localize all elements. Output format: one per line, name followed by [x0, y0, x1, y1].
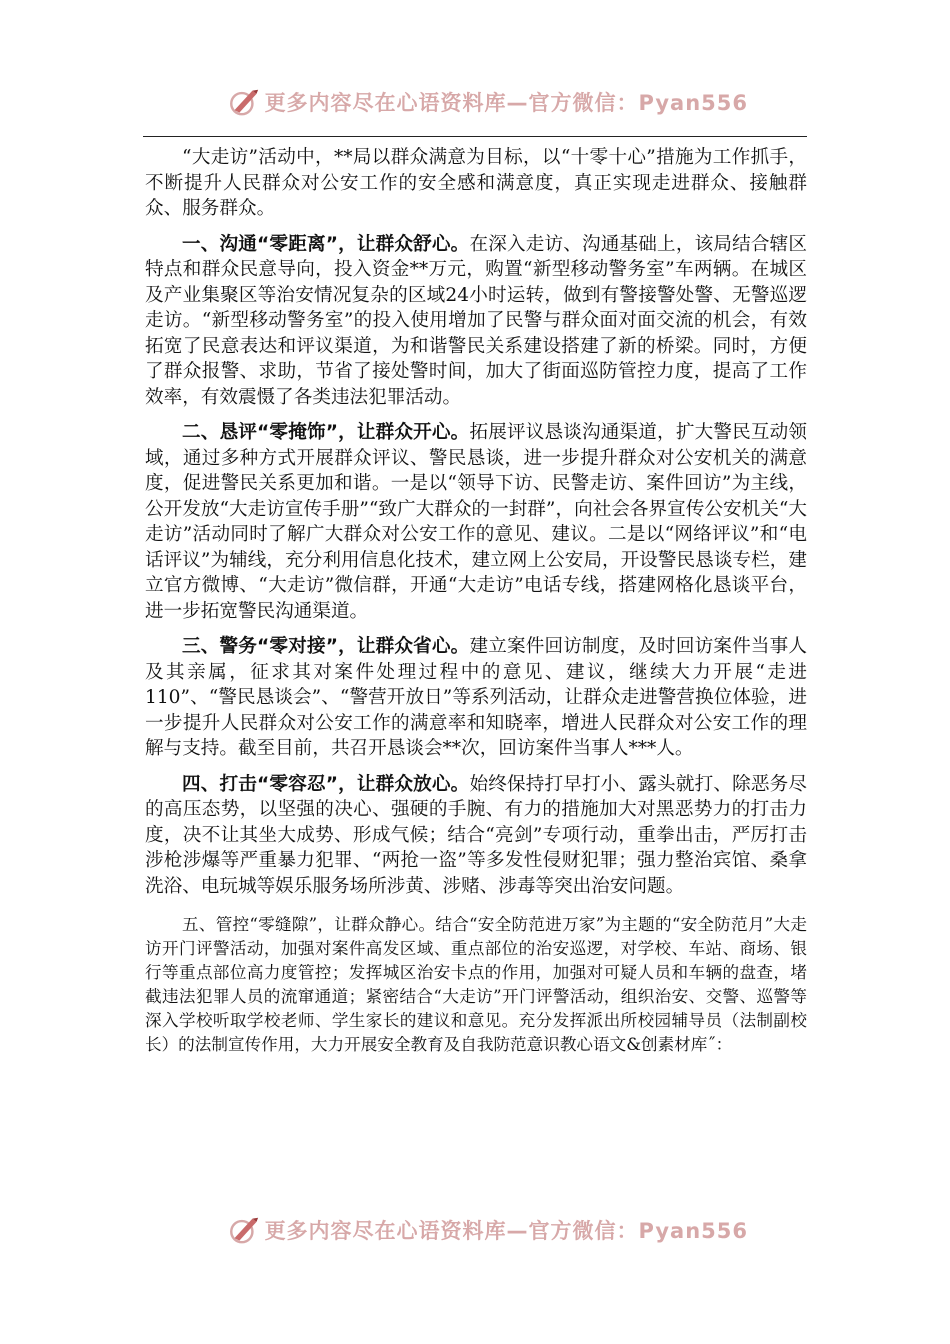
section-3-heading: 三、警务“零对接”，让群众省心。	[182, 636, 470, 657]
banner-text: 更多内容尽在心语资料库—官方微信：Pyan556	[264, 1219, 748, 1243]
section-4-heading: 四、打击“零容忍”，让群众放心。	[182, 773, 470, 795]
pen-logo-icon	[228, 82, 261, 122]
section-3-body: 建立案件回访制度，及时回访案件当事人及其亲属，征求其对案件处理过程中的意见、建议，继续大力开展“走进110”、“警民恳谈会”、“警营开放日”等系列活动，让群众走进警营换位体验，进一步提升人民群众对公安工作的满意率和知晓率，增进人民群众对公安工作的理解与支持。截至目前，共召开恳谈会**次，回访案件当事人***人。	[145, 636, 807, 759]
document-body	[145, 145, 807, 1057]
header-rule	[143, 136, 807, 137]
pen-logo-icon	[228, 1210, 261, 1250]
section-4	[145, 772, 807, 900]
section-1-body: 在深入走访、沟通基础上，该局结合辖区特点和群众民意导向，投入资金**万元，购置“新型移动警务室”车两辆。在城区及产业集聚区等治安情况复杂的区域24小时运转，做到有警接警处警、无警巡逻走访。“新型移动警务室”的投入使用增加了民警与群众面对面交流的机会，有效拓宽了民意表达和评议渠道，为和谐警民关系建设搭建了新的桥梁。同时，方便了群众报警、求助，节省了接处警时间，加大了街面巡防管控力度，提高了工作效率，有效震慑了各类违法犯罪活动。	[145, 233, 807, 408]
section-2-body: 拓展评议恳谈沟通渠道，扩大警民互动领域，通过多种方式开展群众评议、警民恳谈，进一步提升群众对公安机关的满意度，促进警民关系更加和谐。一是以“领导下访、民警走访、案件回访”为主线，公开发放“大走访宣传手册”“致广大群众的一封群”，向社会各界宣传公安机关“大走访”活动同时了解广大群众对公安工作的意见、建议。二是以“网络评议”和“电话评议”为辅线，充分利用信息化技术，建立网上公安局，开设警民恳谈专栏，建立官方微博、“大走访”微信群，开通“大走访”电话专线，搭建网格化恳谈平台，进一步拓宽警民沟通渠道。	[145, 422, 807, 622]
section-2	[145, 420, 807, 624]
footer-banner	[228, 1210, 748, 1250]
banner-text: 更多内容尽在心语资料库—官方微信：Pyan556	[264, 91, 748, 115]
section-1-heading: 一、沟通“零距离”，让群众舒心。	[182, 233, 470, 255]
section-3	[145, 634, 807, 762]
section-2-heading: 二、恳评“零掩饰”，让群众开心。	[182, 422, 470, 443]
section-5: 五、管控“零缝隙”，让群众静心。结合“安全防范进万家”为主题的“安全防范月”大走访开门评警活动，加强对案件高发区域、重点部位的治安巡逻，对学校、车站、商场、银行等重点部位高力度管控；发挥城区治安卡点的作用，加强对可疑人员和车辆的盘查，堵截违法犯罪人员的流窜通道；紧密结合“大走访”开门评警活动，组织治安、交警、巡警等深入学校听取学校老师、学生家长的建议和意见。充分发挥派出所校园辅导员（法制副校长）的法制宣传作用，大力开展安全教育及自我防范意识教心语文&创素材库˝：	[145, 915, 807, 1054]
section-4-body: 始终保持打早打小、露头就打、除恶务尽的高压态势，以坚强的决心、强硬的手腕、有力的措施加大对黑恶势力的打击力度，决不让其坐大成势、形成气候；结合“亮剑”专项行动，重拳出击，严厉打击涉枪涉爆等严重暴力犯罪、“两抢一盗”等多发性侵财犯罪；强力整治宾馆、桑拿洗浴、电玩城等娱乐服务场所涉黄、涉赌、涉毒等突出治安问题。	[145, 773, 807, 897]
header-banner	[228, 82, 748, 122]
intro-paragraph: “大走访”活动中，**局以群众满意为目标，以“十零十心”措施为工作抓手，不断提升人民群众对公安工作的安全感和满意度，真正实现走进群众、接触群众、服务群众。	[145, 147, 807, 219]
section-1	[145, 232, 807, 411]
